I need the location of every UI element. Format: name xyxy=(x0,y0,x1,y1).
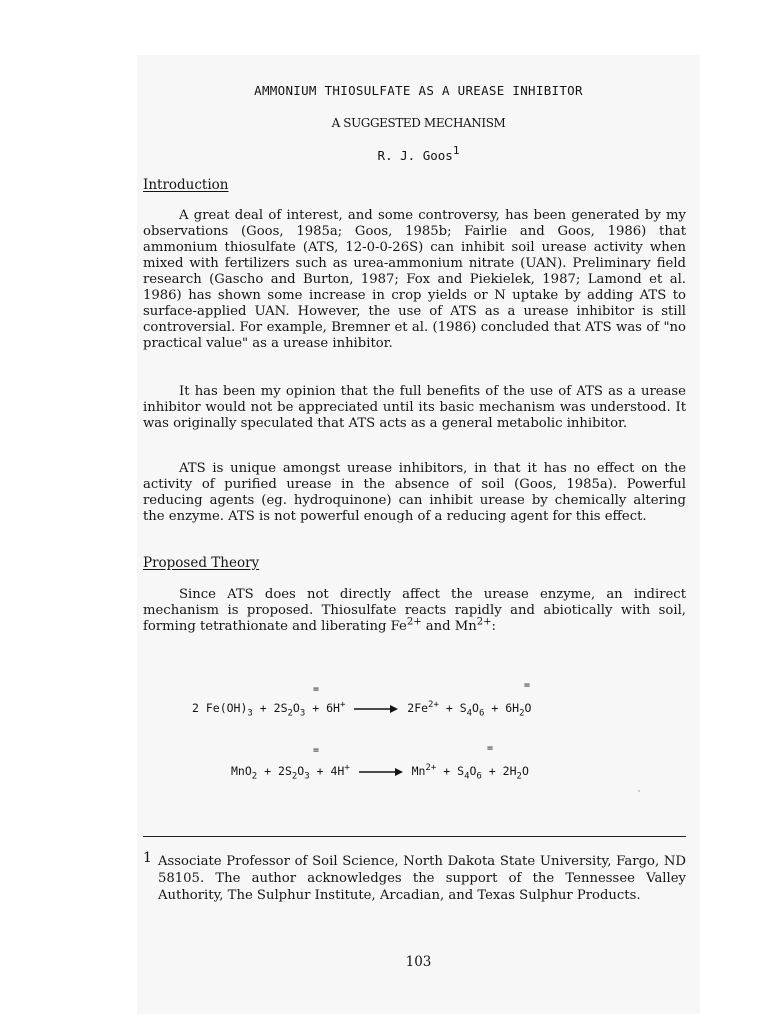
eq2-reaction-arrow xyxy=(359,767,403,777)
heading-introduction: Introduction xyxy=(143,177,229,193)
scan-speck xyxy=(638,790,640,792)
theory-text-start: Since ATS does not directly affect the urease enzyme, an indirect mechanism is proposed. Thiosulfate reacts rapidly and abiotically with soil, forming tetrathionate and liberating Fe xyxy=(143,587,686,634)
document-subtitle: A SUGGESTED MECHANISM xyxy=(331,116,506,130)
intro-paragraph-2: It has been my opinion that the full benefits of the use of ATS as a urease inhibitor would not be appreciated until its basic mechanism was understood. It was originally speculated that ATS acts as a general metabolic inhibitor. xyxy=(143,384,686,431)
intro-paragraph-3: ATS is unique amongst urease inhibitors, in that it has no effect on the activity of purified urease in the absence of soil (Goos, 1985a). Powerful reducing agents (eg. hydroquinone) can inhibit urease by chemically altering the enzyme. ATS is not powerful enough of a reducing agent for this effect. xyxy=(143,461,686,524)
theory-paragraph xyxy=(143,587,686,635)
heading-proposed-theory: Proposed Theory xyxy=(143,555,260,571)
page-number: 103 xyxy=(405,954,432,970)
footnote-text: Associate Professor of Soil Science, North Dakota State University, Fargo, ND 58105. The author acknowledges the support of the Tennessee Valley Authority, The Sulphur Institute, Arcadian, and Texas Sulphur Products. xyxy=(158,854,686,903)
eq1-reaction-arrow xyxy=(354,704,398,714)
theory-text-end: : xyxy=(491,619,496,634)
eq1-product-2: $S_4O_6$ xyxy=(459,701,485,719)
mn-charge: 2+ xyxy=(476,616,492,628)
footnote-divider xyxy=(143,836,686,837)
author-name: R. J. Goos xyxy=(377,148,453,164)
footnote-mark: 1 xyxy=(143,850,152,866)
intro-paragraph-1: A great deal of interest, and some controversy, has been generated by my observations (Goos, 1985a; Goos, 1985b; Fairlie and Goos, 1986) that ammonium thiosulfate (ATS, 12-0-0-26S) can inhibit soil urease activity when mixed with fertilizers such as urea-ammonium nitrate (UAN). Preliminary field research (Gascho and Burton, 1987; Fox and Piekielek, 1987; Lamond et al. 1986) has shown some increase in crop yields or N uptake by adding ATS to surface-applied UAN. However, the use of ATS as a urease inhibitor is still controversial. For example, Bremner et al. (1986) concluded that ATS was of "no practical value" as a urease inhibitor. xyxy=(143,208,686,351)
document-title: AMMONIUM THIOSULFATE AS A UREASE INHIBITOR xyxy=(254,83,583,98)
eq2-product-3: $2H_2O$ xyxy=(502,764,529,782)
eq2-reactant-2: $2S_2O_3$ xyxy=(278,764,310,782)
theory-text-mid: and Mn xyxy=(421,619,477,634)
eq2-reactant-3: 4H+ xyxy=(330,763,350,778)
eq2-product-2: $S_4O_6$ xyxy=(457,764,482,782)
eq1-thiosulfate-charge-mark: = xyxy=(313,684,320,695)
eq1-tetrathionate-charge-mark: = xyxy=(524,680,531,691)
eq2-thiosulfate-charge-mark: = xyxy=(313,745,320,756)
author-footnote-ref: 1 xyxy=(452,144,460,157)
eq2-product-1: $Mn^{2+}$ xyxy=(411,763,437,778)
equation-2: $MnO_2 + 2S_2O_3 + 4H^+$ $Mn^{2+} + S_4O_6 + 2H_2O$ xyxy=(231,763,529,782)
eq1-product-1: $2Fe^{2+}$ xyxy=(407,700,439,715)
equation-1: 2 $Fe(OH)_3 + 2S_2O_3 + 6H^+$ $2Fe^{2+} + S_4O_6 + 6H_2O$ xyxy=(192,700,532,719)
eq1-reactant-2: $2S_2O_3$ xyxy=(273,701,306,719)
eq1-reactant-1: 2 $Fe(OH)_3$ xyxy=(192,701,253,719)
author-line xyxy=(137,145,700,163)
fe-charge: 2+ xyxy=(406,616,422,628)
eq1-reactant-3: 6H+ xyxy=(326,700,346,715)
eq1-product-3: $6H_2O$ xyxy=(505,701,532,719)
eq2-reactant-1: MnO$_2$ xyxy=(231,764,258,782)
eq2-tetrathionate-charge-mark: = xyxy=(487,743,494,754)
